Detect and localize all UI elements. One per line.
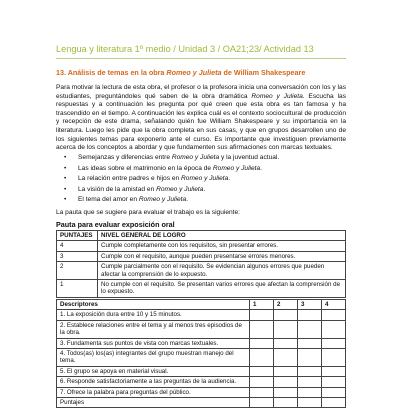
score-checkbox-cell[interactable] (274, 320, 298, 338)
table-row (57, 262, 346, 280)
column-header: 4 (322, 300, 346, 310)
level-cell: Cumple completamente con los requisitos, sin presentar errores. (98, 241, 346, 251)
score-checkbox-cell[interactable] (322, 398, 346, 408)
descriptor-cell: 1. La exposición dura entre 10 y 15 minutos. (57, 310, 250, 320)
column-header: NIVEL GENERAL DE LOGRO (98, 231, 346, 241)
column-header: 2 (274, 300, 298, 310)
page-header: Lengua y literatura 1º medio / Unidad 3 / OA21;23/ Actividad 13 (56, 44, 314, 54)
level-cell: Cumple parcialmente con el requisito. Se evidencian algunos errores que pueden afectar la comprensión de lo expuesto. (98, 262, 346, 280)
intro-paragraph: Para motivar la lectura de esta obra, el profesor o la profesora inicia una conversación con los y las estudiantes, preguntándoles qué saben de la obra dramática Romeo y Julieta. Escucha las respuestas y a continuación les pregunta por qué creen que esta obra es tan famosa y ha trascendido en el tiempo. A continuación les explica cuál es el contexto sociocultural de producción y recepción de este drama, señalando quién fue William Shakespeare y su importancia en la literatura. Luego les pide que la obra completa en sus casas, y que en grupos desarrollen uno de los siguientes temas para exponerlo ante el curso. Es importante que investiguen previamente acerca de los conceptos a abordar y que fundamenten sus afirmaciones con marcas textuales. (56, 84, 347, 152)
score-checkbox-cell[interactable] (274, 310, 298, 320)
score-checkbox-cell[interactable] (250, 387, 274, 397)
score-checkbox-cell[interactable] (322, 310, 346, 320)
score-checkbox-cell[interactable] (250, 320, 274, 338)
column-header: 1 (250, 300, 274, 310)
list-item: • La visión de la amistad en Romeo y Julieta. (64, 185, 344, 196)
level-cell: Cumple con el requisito, aunque pueden presentarse errores menores. (98, 251, 346, 261)
table-row (57, 377, 346, 387)
score-checkbox-cell[interactable] (250, 310, 274, 320)
score-cell: 2 (57, 262, 98, 280)
score-checkbox-cell[interactable] (274, 377, 298, 387)
score-checkbox-cell[interactable] (322, 366, 346, 376)
table-row (57, 387, 346, 397)
score-checkbox-cell[interactable] (250, 338, 274, 348)
column-header: Descriptores (57, 300, 250, 310)
descriptors-table (56, 299, 346, 408)
score-checkbox-cell[interactable] (298, 398, 322, 408)
score-checkbox-cell[interactable] (274, 349, 298, 367)
level-cell: No cumple con el requisito. Se presentan varios errores que afectan la comprensión de lo expuesto. (98, 280, 346, 298)
score-cell: 4 (57, 241, 98, 251)
descriptor-cell: 7. Ofrece la palabra para preguntas del público. (57, 387, 250, 397)
score-checkbox-cell[interactable] (298, 310, 322, 320)
topic-list (64, 153, 344, 206)
list-item: • Las ideas sobre el matrimonio en la época de Romeo y Julieta. (64, 164, 344, 175)
column-header: 3 (298, 300, 322, 310)
column-header: PUNTAJES (57, 231, 98, 241)
descriptor-cell: Puntajes (57, 398, 250, 408)
table-row (57, 251, 346, 261)
score-checkbox-cell[interactable] (250, 377, 274, 387)
table-row (57, 338, 346, 348)
descriptor-cell: 5. El grupo se apoya en material visual. (57, 366, 250, 376)
table-row (57, 310, 346, 320)
score-cell: 3 (57, 251, 98, 261)
score-checkbox-cell[interactable] (250, 349, 274, 367)
score-checkbox-cell[interactable] (274, 387, 298, 397)
score-checkbox-cell[interactable] (322, 387, 346, 397)
score-checkbox-cell[interactable] (322, 338, 346, 348)
rubric-intro: La pauta que se sugiere para evaluar el trabajo es la siguiente: (56, 209, 241, 216)
score-checkbox-cell[interactable] (322, 377, 346, 387)
table-row (57, 349, 346, 367)
table-row (57, 241, 346, 251)
rubric-title: Pauta para evaluar exposición oral (56, 220, 175, 229)
table-row (57, 398, 346, 408)
descriptor-cell: 2. Establece relaciones entre el tema y al menos tres episodios de la obra. (57, 320, 250, 338)
descriptor-cell: 3. Fundamenta sus puntos de vista con marcas textuales. (57, 338, 250, 348)
score-checkbox-cell[interactable] (298, 338, 322, 348)
list-item: • Semejanzas y diferencias entre Romeo y Julieta y la juventud actual. (64, 153, 344, 164)
score-checkbox-cell[interactable] (274, 398, 298, 408)
table-header-row (57, 300, 346, 310)
score-checkbox-cell[interactable] (274, 366, 298, 376)
score-checkbox-cell[interactable] (274, 338, 298, 348)
table-row (57, 280, 346, 298)
score-checkbox-cell[interactable] (322, 349, 346, 367)
score-checkbox-cell[interactable] (250, 366, 274, 376)
descriptor-cell: 6. Responde satisfactoriamente a las preguntas de la audiencia. (57, 377, 250, 387)
table-row (57, 366, 346, 376)
score-checkbox-cell[interactable] (298, 320, 322, 338)
list-item: • El tema del amor en Romeo y Julieta. (64, 195, 344, 206)
score-checkbox-cell[interactable] (250, 398, 274, 408)
score-checkbox-cell[interactable] (322, 320, 346, 338)
table-header-row (57, 231, 346, 241)
list-item: • La relación entre padres e hijos en Romeo y Julieta. (64, 174, 344, 185)
score-cell: 1 (57, 280, 98, 298)
section-title: 13. Análisis de temas en la obra Romeo y Julieta de William Shakespeare (56, 68, 306, 77)
score-checkbox-cell[interactable] (298, 387, 322, 397)
score-checkbox-cell[interactable] (298, 366, 322, 376)
table-row (57, 320, 346, 338)
header-divider (56, 58, 346, 59)
score-checkbox-cell[interactable] (298, 377, 322, 387)
descriptor-cell: 4. Todos(as) los(as) integrantes del grupo muestran manejo del tema. (57, 349, 250, 367)
score-levels-table (56, 230, 346, 298)
score-checkbox-cell[interactable] (298, 349, 322, 367)
